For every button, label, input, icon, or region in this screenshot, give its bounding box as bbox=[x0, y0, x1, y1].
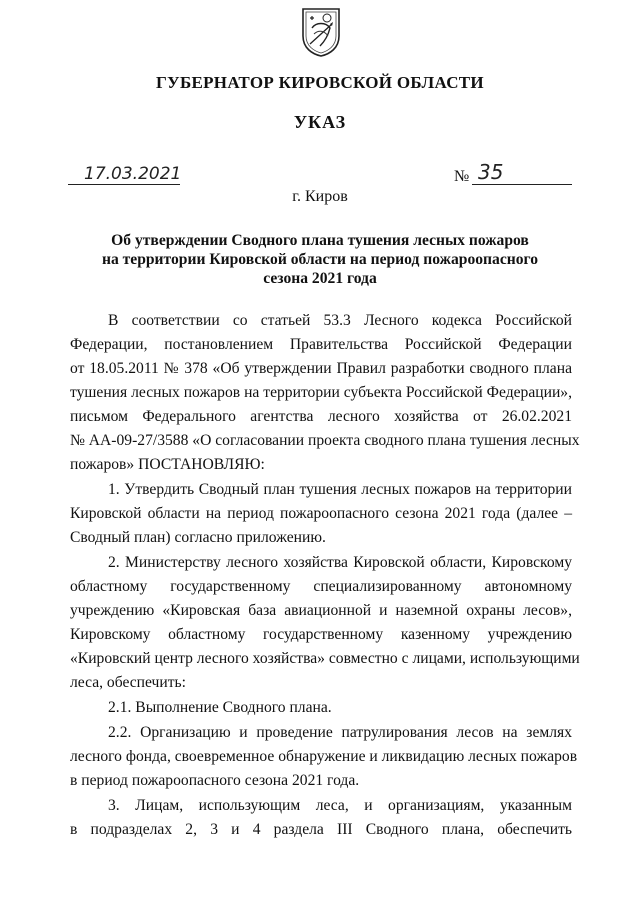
paragraph-line: письмом Федерального агентства лесного хозяйства от 26.02.2021 bbox=[70, 408, 572, 425]
paragraph-line: 2.2. Организацию и проведение патрулирования лесов на землях bbox=[108, 724, 572, 741]
paragraph-line: пожаров» ПОСТАНОВЛЯЮ: bbox=[70, 456, 265, 473]
paragraph-line: Сводный план) согласно приложению. bbox=[70, 529, 326, 546]
paragraph-line: в подразделах 2, 3 и 4 раздела III Сводного плана, обеспечить bbox=[70, 821, 572, 838]
document-type: УКАЗ bbox=[293, 112, 347, 132]
paragraph-line: леса, обеспечить: bbox=[70, 674, 187, 691]
paragraph-line: 3. Лицам, использующим леса, и организациям, указанным bbox=[108, 797, 572, 814]
paragraph-line: в период пожароопасного сезона 2021 года. bbox=[70, 772, 360, 789]
paragraph-line: областному государственному специализированному автономному bbox=[70, 578, 572, 595]
document-title-line: сезона 2021 года bbox=[263, 270, 377, 287]
paragraph-line: от 18.05.2011 № 378 «Об утверждении Правил разработки сводного плана bbox=[70, 360, 572, 377]
number-label: № bbox=[454, 168, 470, 185]
document-date: 17.03.2021 bbox=[84, 164, 182, 184]
city-line: г. Киров bbox=[292, 188, 348, 205]
paragraph-line: лесного фонда, своевременное обнаружение и ликвидацию лесных пожаров bbox=[70, 748, 578, 765]
date-underline bbox=[68, 184, 180, 185]
paragraph-line: 2.1. Выполнение Сводного плана. bbox=[108, 699, 332, 716]
paragraph-line: Федерации, постановлением Правительства Российской Федерации bbox=[70, 336, 572, 353]
document-title-line: Об утверждении Сводного плана тушения лесных пожаров bbox=[111, 232, 529, 249]
document-title-line: на территории Кировской области на период пожароопасного bbox=[101, 251, 539, 268]
paragraph-line: 1. Утвердить Сводный план тушения лесных пожаров на территории bbox=[108, 481, 572, 498]
paragraph-line: 2. Министерству лесного хозяйства Кировской области, Кировскому bbox=[108, 554, 572, 571]
issuing-authority: ГУБЕРНАТОР КИРОВСКОЙ ОБЛАСТИ bbox=[156, 73, 484, 92]
document-number: 35 bbox=[478, 160, 504, 184]
paragraph-line: № АА-09-27/3588 «О согласовании проекта сводного плана тушения лесных bbox=[70, 432, 580, 449]
paragraph-line: В соответствии со статьей 53.3 Лесного кодекса Российской bbox=[108, 312, 572, 329]
paragraph-line: Кировской области на период пожароопасного сезона 2021 года (далее – bbox=[70, 505, 572, 522]
paragraph-line: Кировскому областному государственному казенному учреждению bbox=[70, 626, 572, 643]
paragraph-line: тушения лесных пожаров на территории субъекта Российской Федерации», bbox=[70, 384, 572, 401]
kirov-coat-of-arms-icon bbox=[300, 6, 342, 58]
number-underline bbox=[472, 184, 572, 185]
paragraph-line: «Кировский центр лесного хозяйства» совместно с лицами, использующими bbox=[70, 650, 580, 667]
paragraph-line: учреждению «Кировская база авиационной и наземной охраны лесов», bbox=[70, 602, 572, 619]
